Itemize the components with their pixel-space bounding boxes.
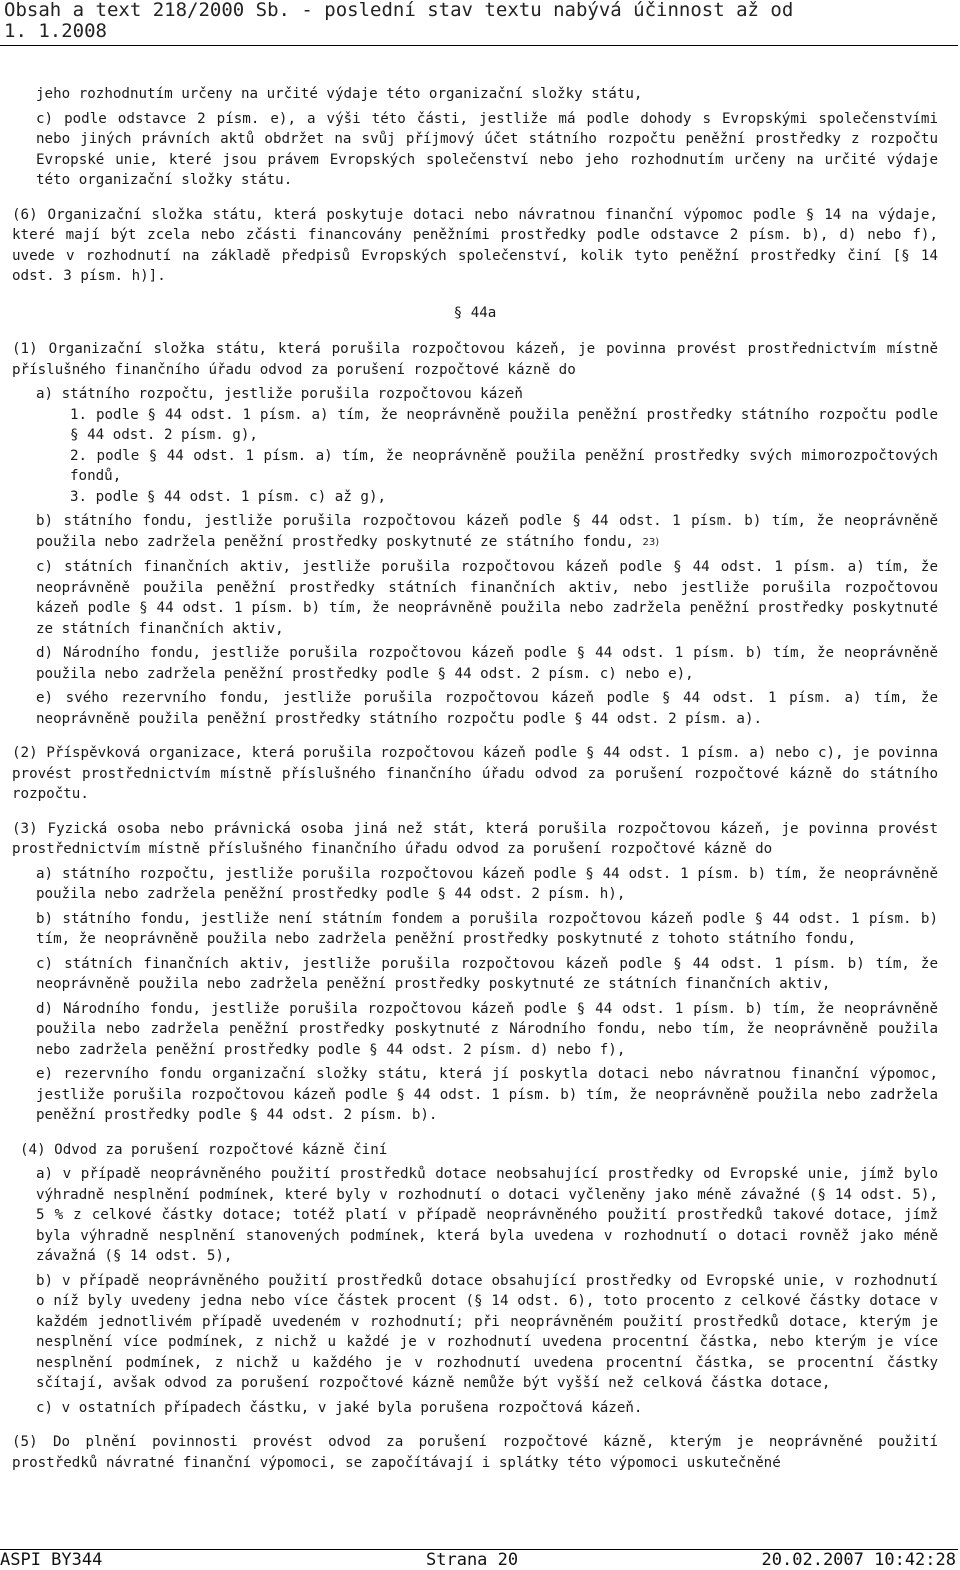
item-4b: b) v případě neoprávněného použití prostředků dotace obsahující prostředky od Evropské unie, v rozhodnutí o níž byly uvedeny jedna nebo více částek procent (§ 14 odst. 6), toto procento z celkové částky dotace v každém jednotlivém případě uvedeném v rozhodnutí; při neoprávněném použití prostředků dotace, kterým je nesplnění více podmínek, z nichž u každé je v rozhodnutí uvedena procentní částka, nebo kterým je více nesplnění podmínek, z nichž u každého je v rozhodnutí uvedena procentní částka, se procentní částky sčítají, avšak odvod za porušení rozpočtové kázně nemůže být vyšší než celková částka dotace, xyxy=(36,1272,938,1391)
paragraph-c: c) podle odstavce 2 písm. e), a výši této části, jestliže má podle dohody s Evropskými společenstvími nebo jiných právních aktů obdržet na svůj příjmový účet státního rozpočtu peněžní prostředky z rozpočtu Evropské unie, které jsou právem Evropských společenství nebo jeho rozhodnutím určeny na určité výdaje této organizační složky státu. xyxy=(36,110,938,188)
item-3d: d) Národního fondu, jestliže porušila rozpočtovou kázeň podle § 44 odst. 1 písm. b) tím, že neoprávněně použila nebo zadržela peněžní prostředky poskytnuté z Národního fondu, nebo tím, že neoprávněně použila nebo zadržela peněžní prostředky podle § 44 odst. 2 písm. d) nebo f), xyxy=(36,1000,938,1058)
footer-page-number: Strana 20 xyxy=(426,1550,519,1570)
footer-source: ASPI BY344 xyxy=(0,1550,103,1570)
document-header xyxy=(4,0,954,42)
paragraph-6: (6) Organizační složka státu, která poskytuje dotaci nebo návratnou finanční výpomoc podle § 14 na výdaje, které mají být zcela nebo zčásti financovány peněžními prostředky podle odstavce 2 písm. b), d) nebo f), uvede v rozhodnutí na základě předpisů Evropských společenství, kolik tyto peněžní prostředky činí [§ 14 odst. 3 písm. h)]. xyxy=(12,206,938,284)
document-body xyxy=(12,84,938,1473)
section-para-4: (4) Odvod za porušení rozpočtové kázně činí xyxy=(20,1141,388,1158)
item-3e: e) rezervního fondu organizační složky státu, která jí poskytla dotaci nebo návratnou finanční výpomoc, jestliže porušila rozpočtovou kázeň podle § 44 odst. 1 písm. b) tím, že neoprávněně použila nebo zadržela peněžní prostředky podle § 44 odst. 2 písm. b). xyxy=(36,1066,938,1123)
item-1a-1: 1. podle § 44 odst. 1 písm. a) tím, že neoprávněně použila peněžní prostředky státního rozpočtu podle § 44 odst. 2 písm. g), xyxy=(70,406,938,443)
header-title-line1: Obsah a text 218/2000 Sb. - poslední stav textu nabývá účinnost až od xyxy=(4,0,794,21)
item-3b: b) státního fondu, jestliže není státním fondem a porušila rozpočtovou kázeň podle § 44 odst. 1 písm. b) tím, že neoprávněně použila nebo zadržela peněžní prostředky poskytnuté z tohoto státního fondu, xyxy=(36,910,938,947)
section-para-1: (1) Organizační složka státu, která porušila rozpočtovou kázeň, je povinna provést prostřednictvím místně příslušného finančního úřadu odvod za porušení rozpočtové kázně do xyxy=(12,341,938,378)
item-1a-2: 2. podle § 44 odst. 1 písm. a) tím, že neoprávněně použila peněžní prostředky svých mimorozpočtových fondů, xyxy=(70,447,938,484)
item-1a: a) státního rozpočtu, jestliže porušila rozpočtovou kázeň xyxy=(36,386,523,402)
continued-text: jeho rozhodnutím určeny na určité výdaje této organizační složky státu, xyxy=(36,86,643,102)
section-heading: § 44a xyxy=(453,304,497,321)
header-divider xyxy=(0,45,958,46)
footnote-ref: 23) xyxy=(642,536,660,548)
item-3c: c) státních finančních aktiv, jestliže porušila rozpočtovou kázeň podle § 44 odst. 1 písm. b) tím, že neoprávněně použila nebo zadržela peněžní prostředky poskytnuté ze státních finančních aktiv, xyxy=(36,955,938,992)
item-1c: c) státních finančních aktiv, jestliže porušila rozpočtovou kázeň podle § 44 odst. 1 písm. a) tím, že neoprávněně použila peněžní prostředky státních finančních aktiv, nebo jestliže porušila rozpočtovou kázeň podle § 44 odst. 1 písm. b) tím, že neoprávněně použila nebo zadržela peněžní prostředky poskytnuté ze státních finančních aktiv, xyxy=(36,559,938,637)
header-title-line2: 1. 1.2008 xyxy=(4,20,107,42)
section-para-3: (3) Fyzická osoba nebo právnická osoba jiná než stát, která porušila rozpočtovou kázeň, je povinna provést prostřednictvím místně příslušného finančního úřadu odvod za porušení rozpočtové kázně do xyxy=(12,820,938,857)
footer-timestamp: 20.02.2007 10:42:28 xyxy=(761,1550,956,1570)
section-para-5: (5) Do plnění povinnosti provést odvod za porušení rozpočtové kázně, kterým je neoprávněné použití prostředků návratné finanční výpomoci, se započítávají i splátky této výpomoci uskutečněné xyxy=(12,1434,938,1471)
item-1b xyxy=(12,511,938,553)
item-4c: c) v ostatních případech částku, v jaké byla porušena rozpočtová kázeň. xyxy=(36,1399,643,1416)
section-para-2: (2) Příspěvková organizace, která porušila rozpočtovou kázeň podle § 44 odst. 1 písm. a) nebo c), je povinna provést prostřednictvím místně příslušného finančního úřadu odvod za porušení rozpočtové kázně do státního rozpočtu. xyxy=(12,745,938,802)
item-1e: e) svého rezervního fondu, jestliže porušila rozpočtovou kázeň podle § 44 odst. 1 písm. a) tím, že neoprávněně použila peněžní prostředky státního rozpočtu podle § 44 odst. 2 písm. a). xyxy=(36,690,938,727)
item-4a: a) v případě neoprávněného použití prostředků dotace neobsahující prostředky od Evropské unie, jímž bylo výhradně nesplnění podmínek, které byly v rozhodnutí o dotaci vyčleněny jako méně závažné (§ 14 odst. 5), 5 % z celkové částky dotace; totéž platí v případě neoprávněného použití prostředků takové dotace, jímž byla výhradně nesplnění stanovených podmínek, která byla uvedena v rozhodnutí o dotaci rovněž jako méně závažná (§ 14 odst. 5), xyxy=(36,1166,938,1264)
item-1a-3: 3. podle § 44 odst. 1 písm. c) až g), xyxy=(70,488,387,505)
item-3a: a) státního rozpočtu, jestliže porušila rozpočtovou kázeň podle § 44 odst. 1 písm. b) tím, že neoprávněně použila nebo zadržela peněžní prostředky podle § 44 odst. 2 písm. h), xyxy=(36,865,938,902)
document-footer xyxy=(0,1550,958,1570)
item-1d: d) Národního fondu, jestliže porušila rozpočtovou kázeň podle § 44 odst. 1 písm. b) tím, že neoprávněně použila nebo zadržela peněžní prostředky podle § 44 odst. 2 písm. c) nebo e), xyxy=(36,645,938,682)
item-1b-text: b) státního fondu, jestliže porušila rozpočtovou kázeň podle § 44 odst. 1 písm. b) tím, že neoprávněně použila nebo zadržela peněžní prostředky poskytnuté ze státního fondu, xyxy=(36,513,938,550)
